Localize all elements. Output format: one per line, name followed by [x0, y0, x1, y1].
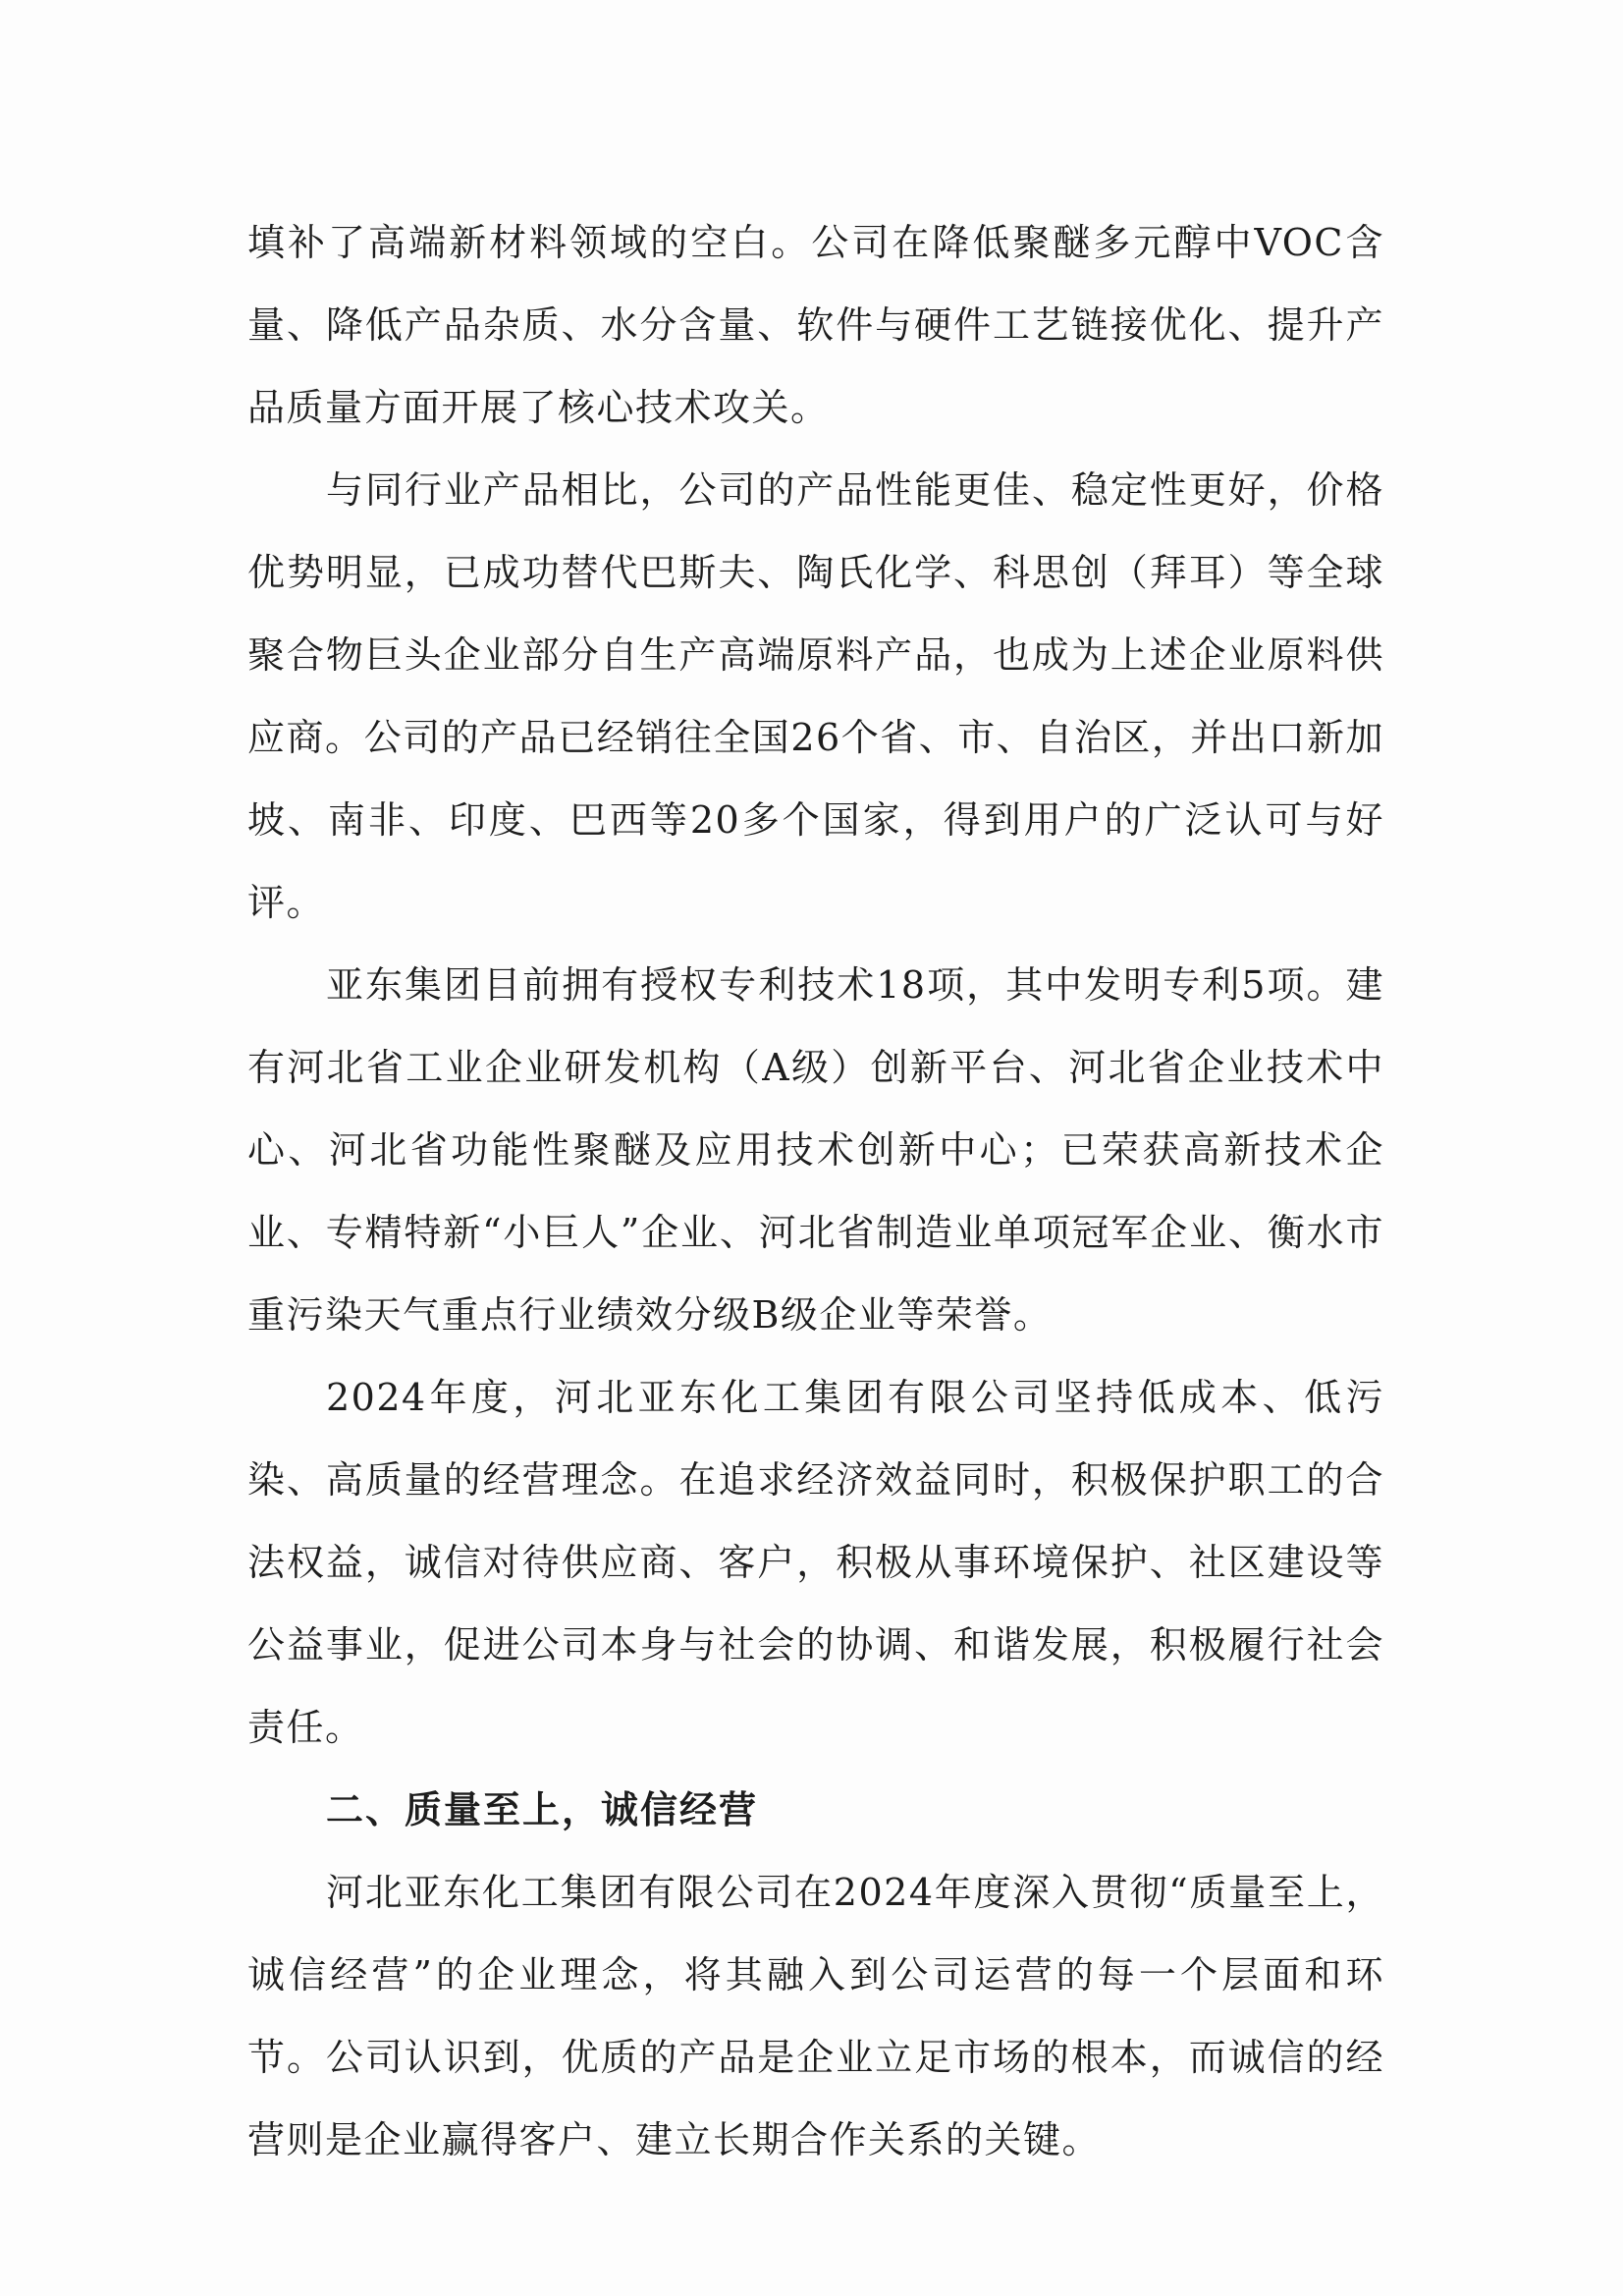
paragraph-5: 河北亚东化工集团有限公司在2024年度深入贯彻“质量至上，诚信经营”的企业理念，将其融入到公司运营的每一个层面和环节。公司认识到，优质的产品是企业立足市场的根本，而诚信的经营则是企业赢得客户、建立长期合作关系的关键。: [247, 1871, 1384, 2161]
section-heading: 二、质量至上，诚信经营: [326, 1788, 759, 1831]
paragraph-1: 填补了高端新材料领域的空白。公司在降低聚醚多元醇中VOC含量、降低产品杂质、水分含量、软件与硬件工艺链接优化、提升产品质量方面开展了核心技术攻关。: [247, 221, 1384, 429]
document-body: [247, 201, 1384, 2181]
paragraph-4: 2024年度，河北亚东化工集团有限公司坚持低成本、低污染、高质量的经营理念。在追求经济效益同时，积极保护职工的合法权益，诚信对待供应商、客户，积极从事环境保护、社区建设等公益事业，促进公司本身与社会的协调、和谐发展，积极履行社会责任。: [247, 1376, 1384, 1749]
paragraph-3: 亚东集团目前拥有授权专利技术18项，其中发明专利5项。建有河北省工业企业研发机构（A级）创新平台、河北省企业技术中心、河北省功能性聚醚及应用技术创新中心；已荣获高新技术企业、专精特新“小巨人”企业、河北省制造业单项冠军企业、衡水市重污染天气重点行业绩效分级B级企业等荣誉。: [247, 963, 1384, 1337]
paragraph-2: 与同行业产品相比，公司的产品性能更佳、稳定性更好，价格优势明显，已成功替代巴斯夫、陶氏化学、科思创（拜耳）等全球聚合物巨头企业部分自生产高端原料产品，也成为上述企业原料供应商。公司的产品已经销往全国26个省、市、自治区，并出口新加坡、南非、印度、巴西等20多个国家，得到用户的广泛认可与好评。: [247, 468, 1384, 924]
